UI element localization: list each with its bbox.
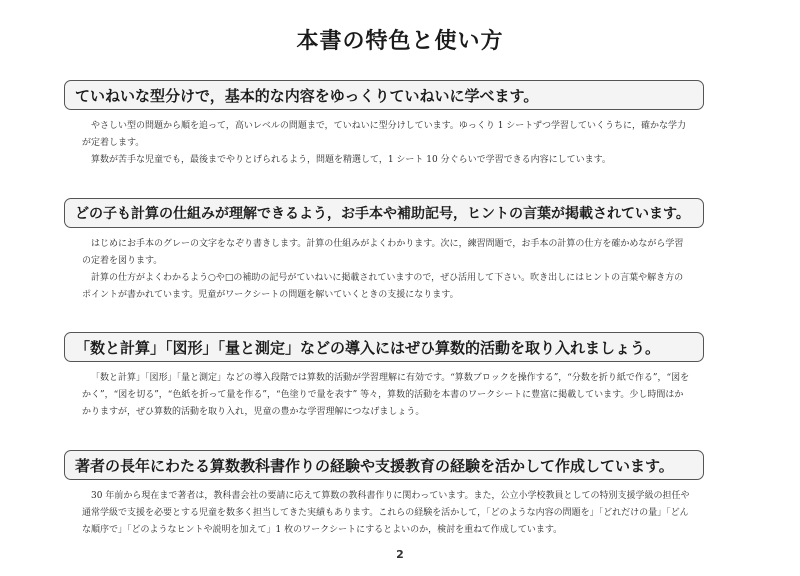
page-title: 本書の特色と使い方 bbox=[296, 29, 504, 54]
feature-section-2 bbox=[64, 198, 704, 304]
paragraph: はじめにお手本のグレーの文字をなぞり書きします。計算の仕組みがよくわかります。次に，練習問題で，お手本の計算の仕方を確かめながら学習の定着を図ります。 bbox=[82, 239, 684, 266]
section-body bbox=[64, 236, 704, 304]
page-number: 2 bbox=[396, 548, 404, 561]
section-heading: どの子も計算の仕組みが理解できるよう，お手本や補助記号，ヒントの言葉が掲載されています。 bbox=[64, 198, 704, 228]
section-heading: ていねいな型分けで，基本的な内容をゆっくりていねいに学べます。 bbox=[64, 80, 704, 110]
section-body bbox=[64, 118, 704, 169]
feature-section-1 bbox=[64, 80, 704, 169]
paragraph: やさしい型の問題から順を追って，高いレベルの問題まで，ていねいに型分けしています。ゆっくり 1 シートずつ学習していくうちに，確かな学力が定着します。 bbox=[82, 121, 687, 148]
feature-section-4 bbox=[64, 450, 704, 539]
paragraph: 「数と計算」「図形」「量と測定」などの導入段階では算数的活動が学習理解に有効です。“算数ブロックを操作する”，“分数を折り紙で作る”，“図をかく”，“図を切る”，“色紙を折って量を作る”，“色塗りで量を表す” 等々，算数的活動を本書のワークシートに豊富に掲載しています。少し時間はかかりますが，ぜひ算数的活動を取り入れ，児童の豊かな学習理解につなげましょう。 bbox=[82, 373, 690, 417]
section-body bbox=[64, 370, 704, 421]
section-heading: 「数と計算」「図形」「量と測定」などの導入にはぜひ算数的活動を取り入れましょう。 bbox=[64, 332, 704, 362]
section-body bbox=[64, 488, 704, 539]
paragraph: 30 年前から現在まで著者は，教科書会社の要請に応えて算数の教科書作りに関わっています。また，公立小学校教員としての特別支援学級の担任や通常学級で支援を必要とする児童を数多く担当してきた実績もあります。これらの経験を活かして，「どのような内容の問題を」「どれだけの量」「どんな順序で」「どのようなヒントや説明を加えて」1 枚のワークシートにするとよいのか，検討を重ねて作成しています。 bbox=[82, 491, 690, 535]
paragraph: 計算の仕方がよくわかるよう○や□の補助の記号がていねいに掲載されていますので，ぜひ活用して下さい。吹き出しにはヒントの言葉や解き方のポイントが書かれています。児童がワークシートの問題を解いていくときの支援になります。 bbox=[82, 273, 684, 300]
feature-section-3 bbox=[64, 332, 704, 421]
section-heading: 著者の長年にわたる算数教科書作りの経験や支援教育の経験を活かして作成しています。 bbox=[64, 450, 704, 480]
paragraph: 算数が苦手な児童でも，最後までやりとげられるよう，問題を精選して，1 シート 10 分ぐらいで学習できる内容にしています。 bbox=[91, 155, 611, 165]
